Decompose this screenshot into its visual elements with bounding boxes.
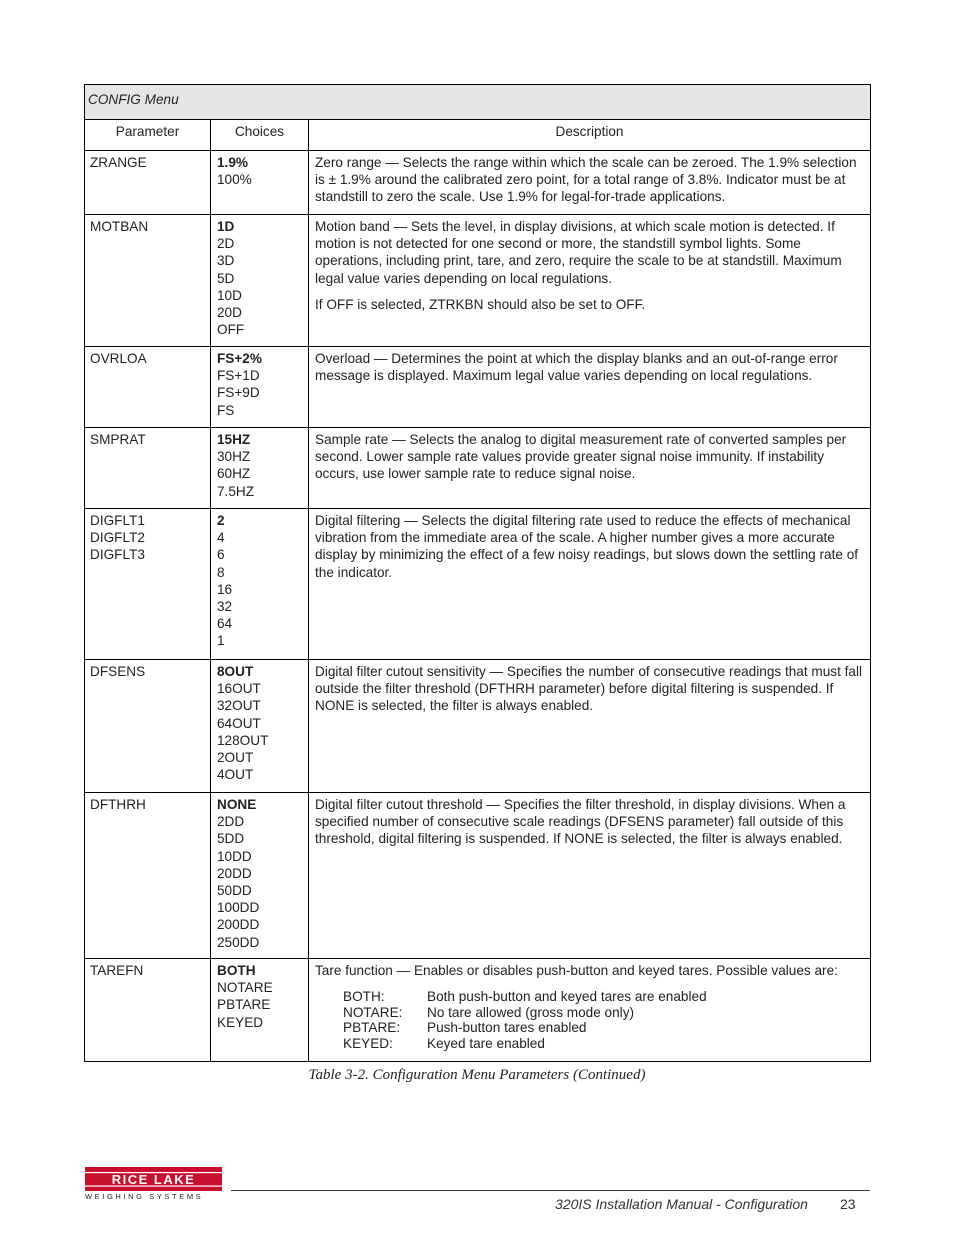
header-description: Description [309,120,871,151]
parameter-name: MOTBAN [90,219,149,234]
description-cell [309,215,871,347]
description-text: Overload — Determines the point at which the display blanks and an out-of-range error message is displayed. Maximum legal value varies depending on local regulations. [315,351,838,384]
choice-option: 32OUT [217,698,261,714]
footer-manual-title: 320IS Installation Manual - Configuration [555,1196,808,1212]
table-row [85,660,871,793]
choice-option: 1 [217,633,225,649]
choices-cell [211,215,309,347]
option-key: PBTARE: [343,1020,401,1036]
tare-options-list [343,989,862,1051]
option-key: BOTH: [343,989,385,1005]
choice-option: 60HZ [217,466,251,482]
option-text: Push-button tares enabled [427,1020,587,1036]
parameter-name: ZRANGE [90,155,147,170]
choices-cell [211,509,309,660]
choice-option: KEYED [217,1014,264,1030]
parameter-name: TAREFN [90,963,144,978]
parameter-cell [85,347,211,428]
choice-option: 128OUT [217,732,269,748]
choice-option: 16 [217,581,233,597]
default-choice: BOTH [217,963,256,978]
choice-option: 2DD [217,814,245,830]
config-menu-table [84,84,871,1062]
description-text: Digital filtering — Selects the digital filtering rate used to reduce the effects of mechanical vibration from the immediate area of the scale. A higher number gives a more accurate display by minimizing the effect of a few noisy readings, but slows down the settling rate of the indicator. [315,513,859,580]
description-cell [309,509,871,660]
choice-option: 250DD [217,934,260,950]
default-choice: 1D [217,219,235,234]
table-row [85,509,871,660]
option-key: NOTARE: [343,1004,403,1020]
default-choice: FS+2% [217,351,262,366]
description-cell [309,347,871,428]
choice-option: 4OUT [217,767,254,783]
parameter-name: DFTHRH [90,797,146,812]
choice-option: 5D [217,270,235,286]
choices-cell [211,428,309,509]
option-text: Keyed tare enabled [427,1035,545,1051]
choices-cell [211,793,309,959]
choice-option: PBTARE [217,997,271,1013]
parameter-cell [85,959,211,1062]
choice-option: 50DD [217,883,252,899]
tare-option [343,1036,862,1052]
table-row [85,959,871,1062]
choice-option: 30HZ [217,449,251,465]
tare-option [343,1020,862,1036]
choice-option: NOTARE [217,980,273,996]
choice-option: 100% [217,172,252,188]
choice-option: 8 [217,564,225,580]
parameter-name: SMPRAT [90,432,146,447]
choices-cell [211,347,309,428]
table-row [85,215,871,347]
choice-option: 3D [217,253,235,269]
description-cell [309,151,871,215]
menu-title-row [85,85,871,120]
parameter-name: DFSENS [90,664,146,679]
tare-option [343,989,862,1005]
choice-option: 5DD [217,831,245,847]
column-header-row [85,120,871,151]
choice-option: 32 [217,599,233,615]
description-text: Motion band — Sets the level, in display divisions, at which scale motion is detected. If motion is not detected for one second or more, the standstill symbol lights. Some operations, including print, tare, and zero, require the scale to be at standstill. Maximum legal value varies depending on local regulations. [315,219,842,286]
choice-option: OFF [217,322,245,338]
page-number: 23 [840,1196,856,1212]
footer-divider [231,1190,870,1191]
default-choice: 2 [217,513,225,528]
parameter-name: DIGFLT2 [90,530,145,546]
choice-option: FS+1D [217,368,260,384]
parameter-cell [85,215,211,347]
svg-text:RICE LAKE: RICE LAKE [111,1172,196,1188]
default-choice: 15HZ [217,432,251,447]
description-cell [309,660,871,793]
choice-option: 64OUT [217,715,261,731]
parameter-cell [85,793,211,959]
choice-option: 64 [217,616,233,632]
choice-option: 2OUT [217,750,254,766]
default-choice: NONE [217,797,257,812]
choices-cell [211,959,309,1062]
option-text: Both push-button and keyed tares are enabled [427,989,707,1005]
table-body [85,151,871,1062]
logo-mark-icon [85,1167,222,1191]
description-cell [309,793,871,959]
parameter-cell [85,509,211,660]
header-choices: Choices [211,120,309,151]
description-text: If OFF is selected, ZTRKBN should also be set to OFF. [315,296,646,312]
parameter-name: DIGFLT3 [90,547,145,563]
description-text: Digital filter cutout threshold — Specifies the filter threshold, in display divisions. When a specified number of consecutive scale readings (DFSENS parameter) fall outside of this threshold, digital filtering is suspended. If NONE is selected, the filter is always enabled. [315,797,846,847]
choice-option: 100DD [217,900,260,916]
option-key: KEYED: [343,1035,393,1051]
choice-option: 10D [217,287,242,303]
choices-cell [211,151,309,215]
choice-option: 7.5HZ [217,483,255,499]
choice-option: 20DD [217,865,252,881]
parameter-cell [85,428,211,509]
choices-cell [211,660,309,793]
default-choice: 8OUT [217,664,254,679]
tare-option [343,1005,862,1021]
description-cell [309,959,871,1062]
choice-option: 10DD [217,848,252,864]
choice-option: 200DD [217,917,260,933]
menu-title: CONFIG Menu [85,85,871,120]
choice-option: 20D [217,305,242,321]
table-row [85,793,871,959]
choice-option: FS+9D [217,385,260,401]
parameter-name: DIGFLT1 [90,513,145,528]
default-choice: 1.9% [217,155,248,170]
description-cell [309,428,871,509]
option-text: No tare allowed (gross mode only) [427,1004,635,1020]
choice-option: FS [217,402,235,418]
choice-option: 2D [217,236,235,252]
description-text: Zero range — Selects the range within which the scale can be zeroed. The 1.9% selection is ± 1.9% around the calibrated zero point, for a total range of 3.8%. Indicator must be at standstill to zero the scale. Use 1.9% for legal-for-trade applications. [315,155,857,205]
header-parameter: Parameter [85,120,211,151]
table-row [85,428,871,509]
parameter-name: OVRLOA [90,351,147,366]
description-text: Tare function — Enables or disables push-button and keyed tares. Possible values are: [315,963,838,978]
logo-subtext: WEIGHING SYSTEMS [85,1192,204,1201]
choice-option: 4 [217,530,225,546]
choice-option: 16OUT [217,681,261,697]
config-menu-table-container [84,84,870,1062]
table-row [85,347,871,428]
parameter-cell [85,660,211,793]
table-caption: Table 3-2. Configuration Menu Parameters (Continued) [308,1067,646,1083]
rice-lake-logo [85,1167,222,1201]
table-row [85,151,871,215]
description-text: Sample rate — Selects the analog to digital measurement rate of converted samples per second. Lower sample rate values provide greater signal noise immunity. If instability occurs, use lower sample rate to reduce signal noise. [315,432,847,482]
choice-option: 6 [217,547,225,563]
description-text: Digital filter cutout sensitivity — Specifies the number of consecutive readings that must fall outside the filter threshold (DFTHRH parameter) before digital filtering is suspended. If NONE is selected, the filter is always enabled. [315,664,863,714]
parameter-cell [85,151,211,215]
